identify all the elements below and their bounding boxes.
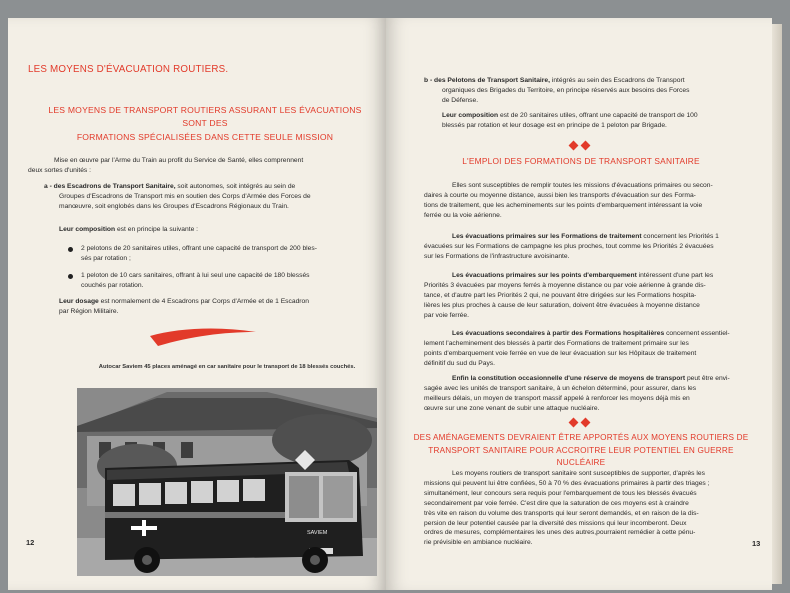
text-line: est normalement de 4 Escadrons par Corps d'Armée et de 1 Escadron <box>98 298 309 305</box>
text-line: Les moyens routiers de transport sanitaire sont susceptibles de supporter, d'après les <box>452 470 705 477</box>
left-heading <box>35 104 375 144</box>
composition-text: est en principe la suivante : <box>115 226 199 233</box>
right-composition <box>442 111 756 131</box>
primary-embark-paragraph <box>424 271 754 321</box>
para-label: Les évacuations primaires sur les points d'embarquement <box>452 272 637 279</box>
text-line: 2 pelotons de 20 sanitaires utiles, offrant une capacité de transport de 200 bles- <box>81 245 317 252</box>
employment-paragraph <box>424 181 754 221</box>
text-line: Priorités 3 évacuées par moyens ferrés à moyenne distance ou par voie aérienne à grande dis- <box>424 281 706 289</box>
text-line: deux sortes d'unités : <box>28 166 91 174</box>
page-number-left: 12 <box>26 538 35 547</box>
bullet-item <box>81 271 371 291</box>
item-a <box>44 182 368 212</box>
text-line: concernent essentiel- <box>664 330 730 337</box>
text-line: points d'embarquement voie ferrée en vue de leur évacuation sur les Hôpitaux de traitement <box>424 349 697 357</box>
text-line: sés par rotation ; <box>81 254 131 262</box>
bullet-icon <box>68 274 73 279</box>
text-line: simultanément, leur concours sera requis pour l'embarquement de tous les blessés évacués <box>424 489 697 497</box>
red-swoosh-icon <box>148 324 258 348</box>
red-diamond-icon <box>569 418 579 428</box>
text-line: tance, et d'autre part les Priorités 2 qui, ne pouvant être dirigées sur les Formations hospita- <box>424 291 697 299</box>
right-page <box>386 18 772 590</box>
text-line: très vite en raison du volume des transports qui leur seront demandés, et en raison de la dis- <box>424 509 699 517</box>
bus-photo <box>77 388 377 576</box>
text-line: peut être envi- <box>685 375 730 382</box>
composition-label: Leur composition <box>59 226 116 233</box>
text-line: soit autonomes, soit intégrés au sein de <box>175 183 296 190</box>
text-line: définitif du sud du Pays. <box>424 359 496 367</box>
bullet-item <box>81 244 371 264</box>
text-line: intégrés au sein des Escadrons de Transport <box>549 77 685 84</box>
text-line: par Région Militaire. <box>59 307 119 315</box>
red-diamond-icon <box>581 418 591 428</box>
item-b <box>424 76 754 106</box>
text-line: blessés par rotation et leur dosage est en principe de 1 peloton par Brigade. <box>442 121 667 129</box>
bullet-icon <box>68 247 73 252</box>
text-line: œuvre sur une zone venant de subir une attaque nucléaire. <box>424 404 600 412</box>
left-heading-line: FORMATIONS SPÉCIALISÉES DANS CETTE SEULE MISSION <box>76 131 334 142</box>
reserve-paragraph <box>424 374 754 414</box>
composition-line <box>59 225 369 235</box>
text-line: Mise en œuvre par l'Arme du Train au profit du Service de Santé, elles comprennent <box>54 157 304 164</box>
red-diamond-icon <box>581 141 591 151</box>
page-number-right: 13 <box>752 539 761 548</box>
text-line: intéressent d'une part les <box>636 272 714 279</box>
text-line: est de 20 sanitaires utiles, offrant une capacité de transport de 100 <box>498 112 698 119</box>
text-line: évacuées sur les Formations de campagne les plus proches, tout comme les Priorités 2 évacuées <box>424 242 714 250</box>
text-line: meilleurs délais, un moyen de transport massif appelé à renforcer les moyens déjà mis en <box>424 394 690 402</box>
text-line: daires à courte ou moyenne distance, aussi bien les transports d'évacuation sur des Forma- <box>424 191 696 199</box>
dosage-label: Leur dosage <box>59 298 99 305</box>
primary-treatment-paragraph <box>424 232 754 262</box>
text-line: persion de leur potentiel causée par la diversité des missions qui leur incomberont. Deux <box>424 519 687 527</box>
para-label: Les évacuations secondaires à partir des Formations hospitalières <box>452 330 665 337</box>
adjustments-heading <box>406 432 756 470</box>
book-page-edge <box>772 24 782 584</box>
text-line: concernent les Priorités 1 <box>641 233 719 240</box>
text-line: ordres de mesures, complémentaires les unes des autres,pourraient remédier à cette pénu- <box>424 529 696 537</box>
text-line: missions qui peuvent lui être confiées, 50 à 70 % des évacuations primaires à partir des triages ; <box>424 479 710 487</box>
text-line: lières les plus proches à cause de leur saturation, doivent être évacuées à moyenne distance <box>424 301 700 309</box>
red-diamond-icon <box>569 141 579 151</box>
text-line: sagée avec les unités de transport sanitaire, à un échelon déterminé, pour assurer, dans les <box>424 384 697 392</box>
text-line: Groupes d'Escadrons de Transport mis en soutien des Corps d'Armée des Forces de <box>59 192 311 200</box>
text-line: sur les Formations de l'infrastructure avoisinante. <box>424 252 570 260</box>
heading-line: TRANSPORT SANITAIRE POUR ACCROITRE LEUR POTENTIEL EN GUERRE NUCLÉAIRE <box>428 445 734 468</box>
item-b-label: b - des Pelotons de Transport Sanitaire, <box>424 77 550 84</box>
text-line: ferrée ou la voie aérienne. <box>424 211 502 219</box>
item-a-label: a - des Escadrons de Transport Sanitaire, <box>44 183 176 190</box>
bus-brand-label: SAVIEM <box>307 530 328 536</box>
text-line: organiques des Brigades du Territoire, en principe réservés aux besoins des Forces <box>442 86 690 94</box>
text-line: de Défense. <box>442 96 479 104</box>
section-title: LES MOYENS D'ÉVACUATION ROUTIERS. <box>28 64 229 75</box>
adjustments-paragraph <box>424 469 754 548</box>
left-page <box>8 18 386 590</box>
text-line: tions de traitement, que les acheminements sur les points d'embarquement intéressant la voie <box>424 201 703 209</box>
secondary-paragraph <box>424 329 754 369</box>
employment-heading: L'EMPLOI DES FORMATIONS DE TRANSPORT SANITAIRE <box>462 156 700 166</box>
composition-label: Leur composition <box>442 112 499 119</box>
para-label: Les évacuations primaires sur les Formations de traitement <box>452 233 642 240</box>
intro-paragraph <box>28 156 368 176</box>
text-line: secondairement par voie ferrée. C'est dire que la saturation de ces moyens est à craindre <box>424 499 689 507</box>
para-label: Enfin la constitution occasionnelle d'une réserve de moyens de transport <box>452 375 686 382</box>
photo-caption: Autocar Saviem 45 places aménagé en car sanitaire pour le transport de 18 blessés couchés. <box>98 364 356 370</box>
text-line: lement l'acheminement des blessés à partir des Formations de traitement primaire sur les <box>424 339 689 347</box>
heading-line: DES AMÉNAGEMENTS DEVRAIENT ÊTRE APPORTÉS AUX MOYENS ROUTIERS DE <box>413 433 749 442</box>
text-line: 1 peloton de 10 cars sanitaires, offrant à lui seul une capacité de 180 blessés <box>81 272 310 279</box>
text-line: couchés par rotation. <box>81 281 144 289</box>
text-line: rie prévisible en ambiance nucléaire. <box>424 539 533 547</box>
text-line: manœuvre, soit englobés dans les Groupes d'Escadrons Régionaux du Train. <box>59 202 289 210</box>
left-heading-line: LES MOYENS DE TRANSPORT ROUTIERS ASSURANT LES ÉVACUATIONS SONT DES <box>48 105 362 129</box>
text-line: par voie ferrée. <box>424 311 469 319</box>
text-line: Elles sont susceptibles de remplir toutes les missions d'évacuations primaires ou secon- <box>452 182 713 189</box>
bus-illustration <box>77 388 377 576</box>
dosage-paragraph <box>59 297 371 317</box>
